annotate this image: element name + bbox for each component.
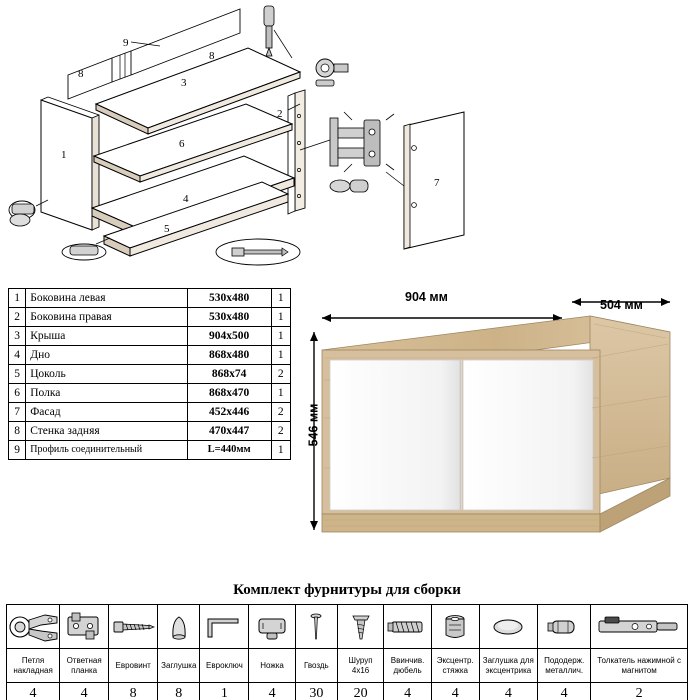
part-qty: 1 [271, 308, 290, 327]
dowel-detail-right [330, 180, 368, 192]
kit-item-name: Эксцентр. стяжка [431, 649, 479, 683]
part-name: Полка [26, 384, 187, 403]
kit-names-row [7, 649, 688, 683]
part-dim: L=440мм [187, 441, 271, 460]
callout-8-left: 8 [78, 68, 84, 80]
cam-cap-icon [484, 607, 532, 647]
table-row [9, 365, 291, 384]
kit-item-count: 1 [200, 683, 249, 700]
kit-icon-cell [384, 605, 432, 649]
part-dim: 868x480 [187, 346, 271, 365]
dimension-depth-label: 504 мм [600, 298, 643, 312]
part-dim: 868x74 [187, 365, 271, 384]
part-num: 8 [9, 422, 26, 441]
parts-table [8, 288, 291, 460]
part-name: Крыша [26, 327, 187, 346]
table-row [9, 403, 291, 422]
leg-icon [249, 607, 295, 647]
part-qty: 1 [271, 289, 290, 308]
part-name: Фасад [26, 403, 187, 422]
dimension-width-label: 904 мм [405, 290, 448, 304]
kit-icons-row [7, 605, 688, 649]
kit-item-count: 8 [158, 683, 200, 700]
euro-key-icon [200, 607, 248, 647]
kit-item-name: Пододерж. металлич. [538, 649, 591, 683]
kit-item-name: Ножка [249, 649, 295, 683]
callout-4: 4 [183, 193, 189, 205]
part-qty: 2 [271, 365, 290, 384]
part-name: Стенка задняя [26, 422, 187, 441]
kit-icon-cell [109, 605, 158, 649]
part-dim: 452x446 [187, 403, 271, 422]
callout-5: 5 [164, 223, 170, 235]
screw-icon [343, 607, 379, 647]
kit-item-count: 8 [109, 683, 158, 700]
exploded-assembly-diagram [0, 0, 694, 285]
table-row [9, 308, 291, 327]
cabinet-body [322, 316, 670, 532]
part-qty: 1 [271, 441, 290, 460]
kit-item-count: 4 [431, 683, 479, 700]
cap-icon [159, 607, 199, 647]
kit-icon-cell [200, 605, 249, 649]
part-num: 6 [9, 384, 26, 403]
kit-icon-cell [479, 605, 538, 649]
fastener-detail-top [264, 6, 274, 56]
kit-counts-row [7, 683, 688, 700]
callout-7: 7 [434, 177, 440, 189]
kit-icon-cell [295, 605, 337, 649]
kit-item-count: 4 [384, 683, 432, 700]
callout-2: 2 [277, 108, 283, 120]
part-qty: 2 [271, 403, 290, 422]
kit-item-count: 4 [7, 683, 60, 700]
product-render [300, 288, 690, 558]
kit-item-name: Петля накладная [7, 649, 60, 683]
kit-title: Комплект фурнитуры для сборки [233, 582, 461, 598]
kit-item-name: Ответная планка [60, 649, 109, 683]
part-num: 7 [9, 403, 26, 422]
table-row [9, 327, 291, 346]
kit-item-count: 4 [538, 683, 591, 700]
kit-item-name: Евроключ [200, 649, 249, 683]
dimension-height-label: 546 мм [306, 403, 321, 447]
kit-icon-cell [249, 605, 295, 649]
leg-detail-left [9, 201, 35, 226]
callout-6: 6 [179, 138, 185, 150]
kit-icon-cell [60, 605, 109, 649]
part-num: 4 [9, 346, 26, 365]
hinge-icon [7, 607, 63, 647]
kit-icon-cell [431, 605, 479, 649]
part-dim: 530x480 [187, 308, 271, 327]
part-dim: 470x447 [187, 422, 271, 441]
leg-detail-bottom [62, 244, 106, 260]
cam-lock-icon [435, 607, 475, 647]
kit-item-count: 4 [60, 683, 109, 700]
kit-icon-cell [591, 605, 688, 649]
table-row [9, 384, 291, 403]
part-name: Цоколь [26, 365, 187, 384]
table-row [9, 346, 291, 365]
callout-1: 1 [61, 149, 67, 161]
part-name: Дно [26, 346, 187, 365]
kit-icon-cell [538, 605, 591, 649]
kit-item-name: Заглушка [158, 649, 200, 683]
cam-lock-detail [316, 59, 348, 86]
mounting-plate-icon [60, 607, 108, 647]
part-qty: 1 [271, 327, 290, 346]
kit-item-count: 4 [479, 683, 538, 700]
kit-item-count: 30 [295, 683, 337, 700]
dowel-icon [384, 607, 432, 647]
callout-3: 3 [181, 77, 187, 89]
kit-item-name: Толкатель нажимной с магнитом [591, 649, 688, 683]
part-name: Боковина правая [26, 308, 187, 327]
part-left-side [41, 97, 99, 230]
callout-9: 9 [123, 37, 129, 49]
part-qty: 1 [271, 346, 290, 365]
kit-icon-cell [7, 605, 60, 649]
table-row [9, 289, 291, 308]
part-name: Профиль соединительный [26, 441, 187, 460]
kit-item-name: Евровинт [109, 649, 158, 683]
part-dim: 904x500 [187, 327, 271, 346]
kit-item-count: 4 [249, 683, 295, 700]
kit-item-name: Гвоздь [295, 649, 337, 683]
push-latch-icon [593, 607, 685, 647]
hinge-detail [330, 112, 394, 172]
part-name: Боковина левая [26, 289, 187, 308]
kit-icon-cell [158, 605, 200, 649]
hardware-kit-table [6, 604, 688, 700]
kit-item-name: Шуруп 4х16 [337, 649, 383, 683]
kit-icon-cell [337, 605, 383, 649]
part-dim: 868x470 [187, 384, 271, 403]
euro-screw-detail [216, 239, 300, 265]
shelf-support-icon [542, 607, 586, 647]
part-num: 1 [9, 289, 26, 308]
kit-item-count: 2 [591, 683, 688, 700]
kit-item-count: 20 [337, 683, 383, 700]
part-qty: 1 [271, 384, 290, 403]
callout-8-right: 8 [209, 50, 215, 62]
table-row [9, 441, 291, 460]
part-num: 3 [9, 327, 26, 346]
nail-icon [300, 607, 332, 647]
part-qty: 2 [271, 422, 290, 441]
part-num: 9 [9, 441, 26, 460]
kit-item-name: Ввинчив. дюбель [384, 649, 432, 683]
kit-item-name: Заглушка для эксцентрика [479, 649, 538, 683]
table-row [9, 422, 291, 441]
part-num: 5 [9, 365, 26, 384]
part-dim: 530x480 [187, 289, 271, 308]
part-num: 2 [9, 308, 26, 327]
euro-screw-icon [109, 607, 157, 647]
